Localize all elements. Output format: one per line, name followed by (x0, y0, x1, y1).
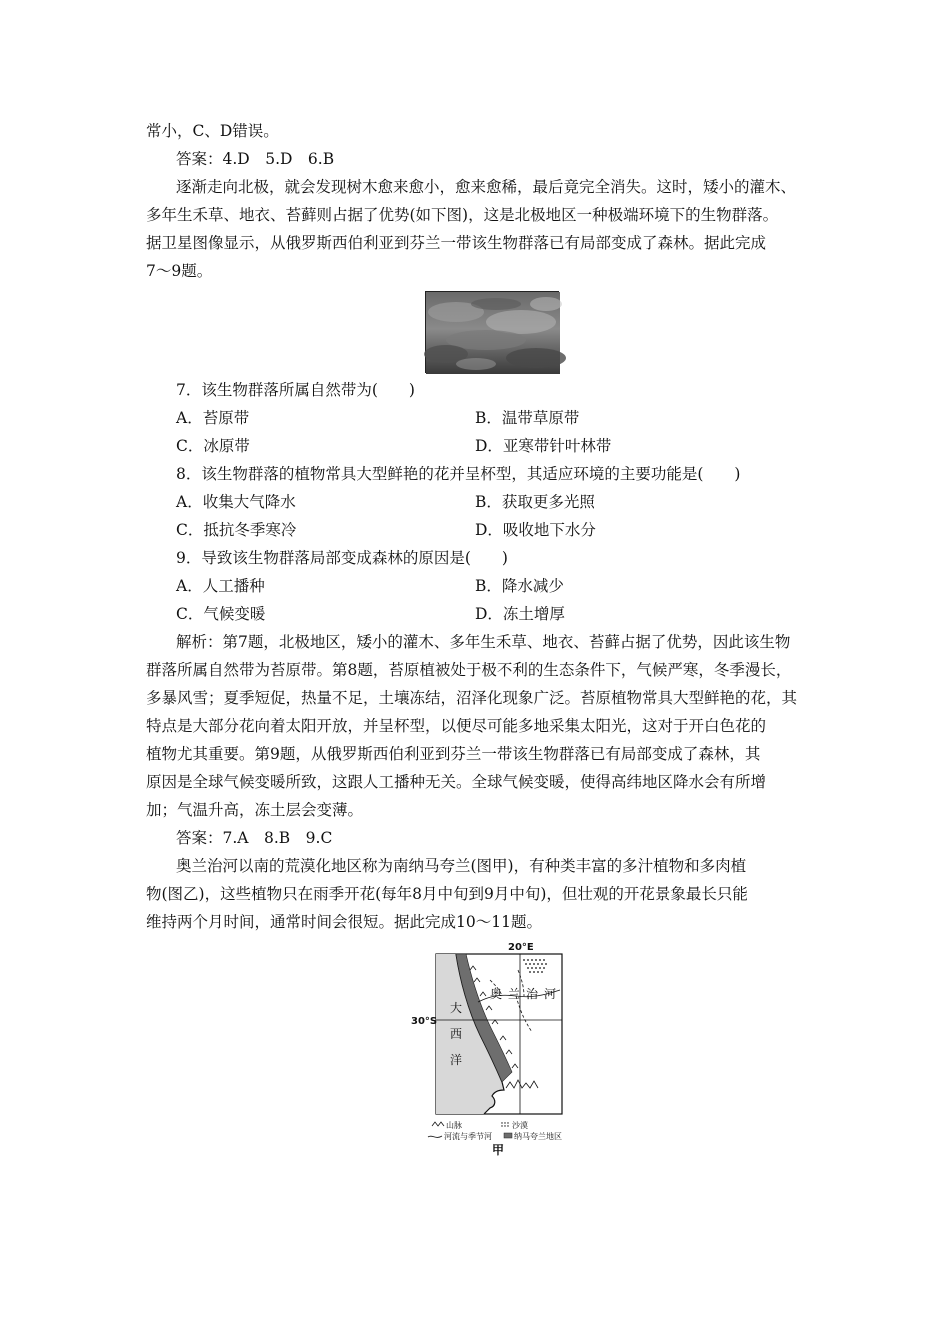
text-line: 常小，C、D错误。 (146, 122, 279, 140)
option-7d: D．亚寒带针叶林带 (475, 437, 612, 455)
legend-region: 纳马夸兰地区 (514, 1132, 562, 1141)
river-label-2: 兰 (508, 987, 521, 1001)
river-label-4: 河 (544, 987, 557, 1001)
ocean-label-3: 洋 (450, 1053, 463, 1067)
option-8c: C．抵抗冬季寒冷 (176, 521, 297, 539)
mountain-legend-icon (432, 1122, 444, 1126)
analysis-line: 群落所属自然带为苔原带。第8题，苔原植被处于极不利的生态条件下，气候严寒，冬季漫长， (146, 661, 792, 679)
legend-river: 河流与季节河 (444, 1132, 492, 1141)
legend-mountain: 山脉 (446, 1121, 462, 1130)
desert-legend-icon (501, 1122, 508, 1126)
answer-line: 答案：4.D 5.D 6.B (176, 150, 335, 168)
longitude-label: 20°E (508, 942, 534, 953)
tundra-photo (425, 291, 559, 373)
figure-caption: 甲 (492, 1143, 505, 1157)
option-7c: C．冰原带 (176, 437, 250, 455)
option-8a: A．收集大气降水 (176, 493, 296, 511)
legend-desert: 沙漠 (512, 1121, 528, 1130)
option-9c: C．气候变暖 (176, 605, 266, 623)
ocean-label-2: 西 (450, 1027, 463, 1041)
answer-line: 答案：7.A 8.B 9.C (176, 829, 333, 847)
text-line: 奥兰治河以南的荒漠化地区称为南纳马夸兰(图甲)，有种类丰富的多汁植物和多肉植 (176, 857, 747, 875)
question-7-stem: 7．该生物群落所属自然带为( ) (176, 381, 415, 399)
analysis-line: 特点是大部分花向着太阳开放，并呈杯型，以便尽可能多地采集太阳光，这对于开白色花的 (146, 717, 767, 735)
option-7b: B．温带草原带 (475, 409, 580, 427)
option-8d: D．吸收地下水分 (475, 521, 596, 539)
latitude-label: 30°S (411, 1016, 438, 1027)
option-8b: B．获取更多光照 (475, 493, 595, 511)
option-7a: A．苔原带 (176, 409, 250, 427)
text-line: 逐渐走向北极，就会发现树木愈来愈小，愈来愈稀，最后竟完全消失。这时，矮小的灌木、 (176, 178, 797, 196)
option-9d: D．冻土增厚 (475, 605, 565, 623)
analysis-line: 多暴风雪；夏季短促，热量不足，土壤冻结，沼泽化现象广泛。苔原植物常具大型鲜艳的花，其 (146, 689, 798, 707)
river-label-1: 奥 (490, 987, 503, 1001)
text-line: 维持两个月时间，通常时间会很短。据此完成10～11题。 (146, 913, 542, 931)
river-label-3: 治 (526, 987, 539, 1001)
map-legend (428, 1120, 562, 1141)
option-9a: A．人工播种 (176, 577, 265, 595)
analysis-line: 植物尤其重要。第9题，从俄罗斯西伯利亚到芬兰一带该生物群落已有局部变成了森林，其 (146, 745, 761, 763)
region-legend-icon (504, 1133, 512, 1138)
question-8-stem: 8．该生物群落的植物常具大型鲜艳的花并呈杯型，其适应环境的主要功能是( ) (176, 465, 741, 483)
analysis-line: 原因是全球气候变暖所致，这跟人工播种无关。全球气候变暖，使得高纬地区降水会有所增 (146, 773, 767, 791)
analysis-line: 解析：第7题，北极地区，矮小的灌木、多年生禾草、地衣、苔藓占据了优势，因此该生物 (176, 633, 791, 651)
text-line: 物(图乙)，这些植物只在雨季开花(每年8月中旬到9月中旬)，但壮观的开花景象最长只能 (146, 885, 748, 903)
analysis-line: 加；气温升高，冻土层会变薄。 (146, 801, 364, 819)
river-legend-icon (428, 1136, 442, 1137)
text-line: 7～9题。 (146, 262, 213, 280)
text-line: 多年生禾草、地衣、苔藓则占据了优势(如下图)，这是北极地区一种极端环境下的生物群落。 (146, 206, 779, 224)
question-9-stem: 9．导致该生物群落局部变成森林的原因是( ) (176, 549, 508, 567)
ocean-label-1: 大 (450, 1001, 463, 1015)
option-9b: B．降水减少 (475, 577, 564, 595)
text-line: 据卫星图像显示，从俄罗斯西伯利亚到芬兰一带该生物群落已有局部变成了森林。据此完成 (146, 234, 767, 252)
namaqualand-map (411, 940, 580, 1160)
